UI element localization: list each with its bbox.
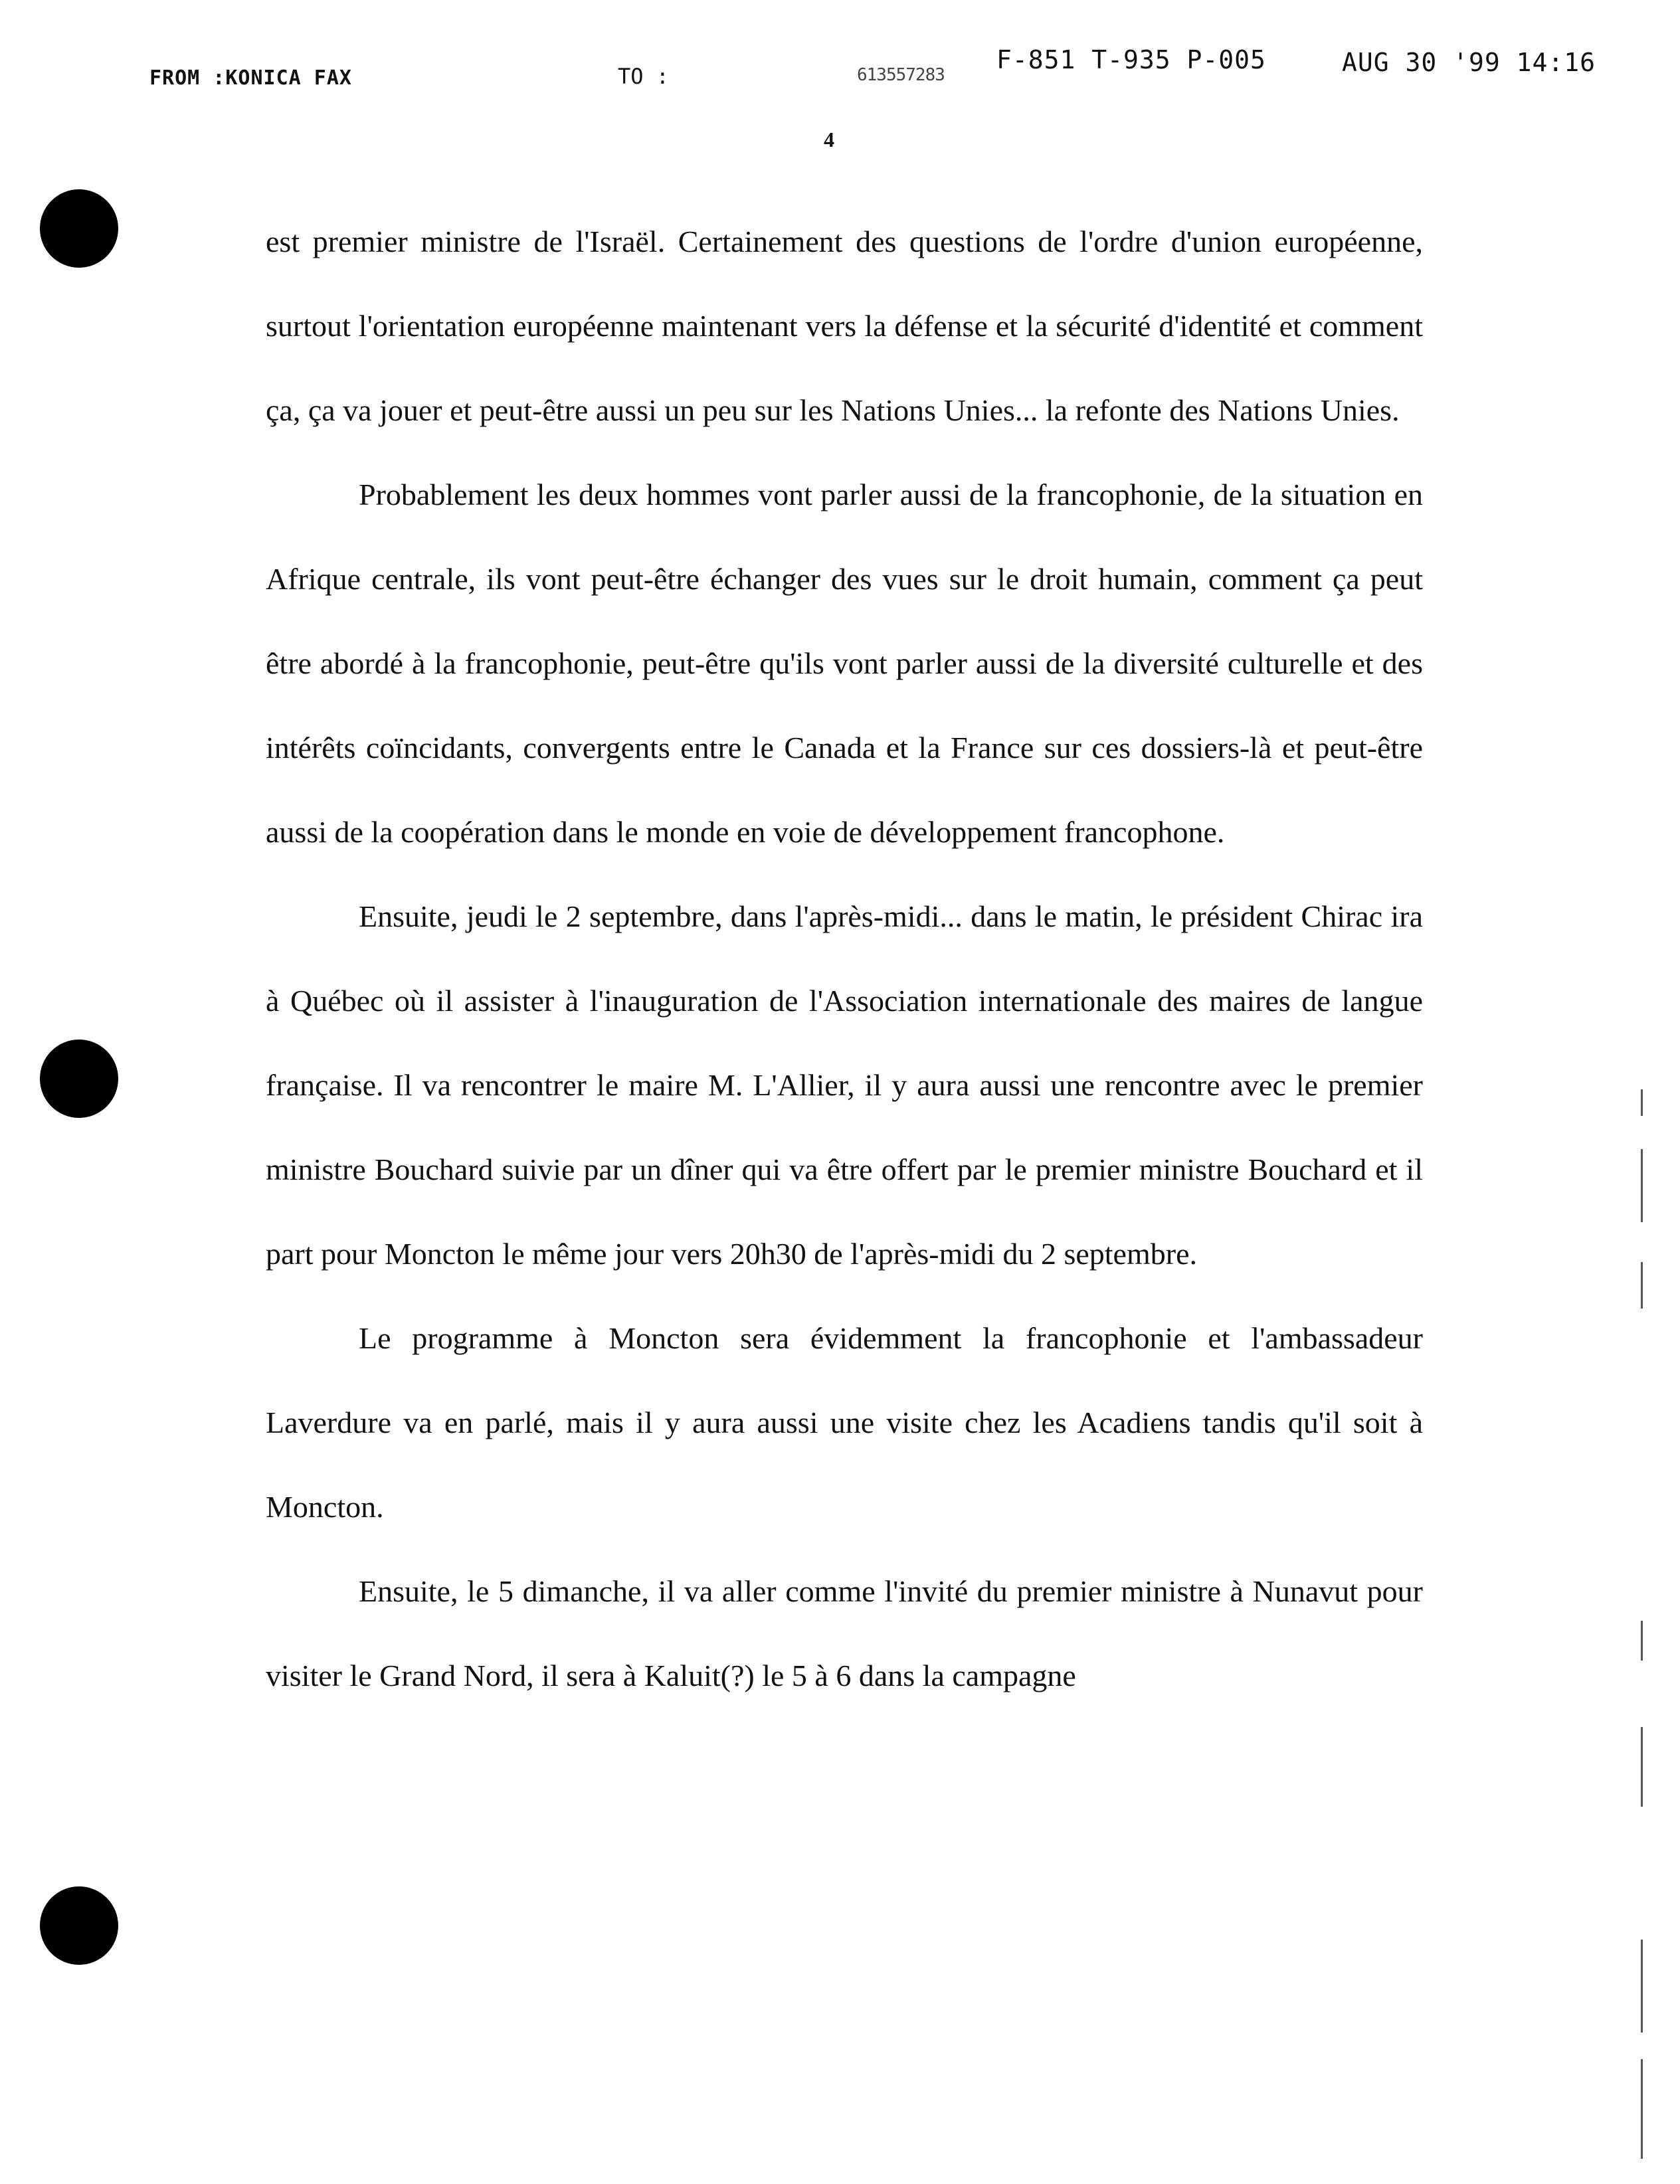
scan-mark [1641, 1149, 1643, 1222]
paragraph: Ensuite, jeudi le 2 septembre, dans l'après-midi... dans le matin, le président Chirac ira à Québec où il assister à l'inauguration de l'Association internationale des maires de langue française. Il va rencontrer le maire M. L'Allier, il y aura aussi une rencontre avec le premier ministre Bouchard suivie par un dîner qui va être offert par le premier ministre Bouchard et il part pour Moncton le même jour vers 20h30 de l'après-midi du 2 septembre. [266, 899, 1423, 1271]
fax-codes: F-851 T-935 P-005 [996, 45, 1266, 74]
punch-hole-icon [40, 189, 118, 268]
scan-mark [1641, 1089, 1643, 1116]
scan-edge-marks [1641, 1089, 1643, 2165]
page-number: 4 [824, 128, 834, 151]
punch-hole-icon [40, 1886, 118, 1965]
fax-datetime: AUG 30 '99 14:16 [1342, 48, 1596, 77]
scan-mark [1641, 1621, 1643, 1661]
paragraph: Ensuite, le 5 dimanche, il va aller comme l'invité du premier ministre à Nunavut pour visiter le Grand Nord, il sera à Kaluit(?) le 5 à 6 dans la campagne [266, 1574, 1423, 1692]
paragraph: est premier ministre de l'Israël. Certainement des questions de l'ordre d'union européenne, surtout l'orientation européenne maintenant vers la défense et la sécurité d'identité et comment ça, ça va jouer et peut-être aussi un peu sur les Nations Unies... la refonte des Nations Unies. [266, 225, 1423, 427]
fax-number: 613557283 [857, 65, 945, 85]
fax-to: TO : [618, 64, 670, 89]
paragraph: Probablement les deux hommes vont parler aussi de la francophonie, de la situation en Afrique centrale, ils vont peut-être échanger des vues sur le droit humain, comment ça peut être abordé à la francophonie, peut-être qu'ils vont parler aussi de la diversité culturelle et des intérêts coïncidants, convergents entre le Canada et la France sur ces dossiers-là et peut-être aussi de la coopération dans le monde en voie de développement francophone. [266, 478, 1423, 849]
scan-mark [1641, 2059, 1643, 2159]
document-body [266, 199, 1423, 1718]
fax-header [0, 0, 1680, 100]
scan-mark [1641, 1727, 1643, 1807]
punch-hole-icon [40, 1040, 118, 1118]
scan-mark [1641, 1940, 1643, 2033]
paragraph: Le programme à Moncton sera évidemment la francophonie et l'ambassadeur Laverdure va en parlé, mais il y aura aussi une visite chez les Acadiens tandis qu'il soit à Moncton. [266, 1321, 1423, 1524]
fax-from: FROM :KONICA FAX [149, 66, 352, 90]
scan-mark [1641, 1262, 1643, 1309]
